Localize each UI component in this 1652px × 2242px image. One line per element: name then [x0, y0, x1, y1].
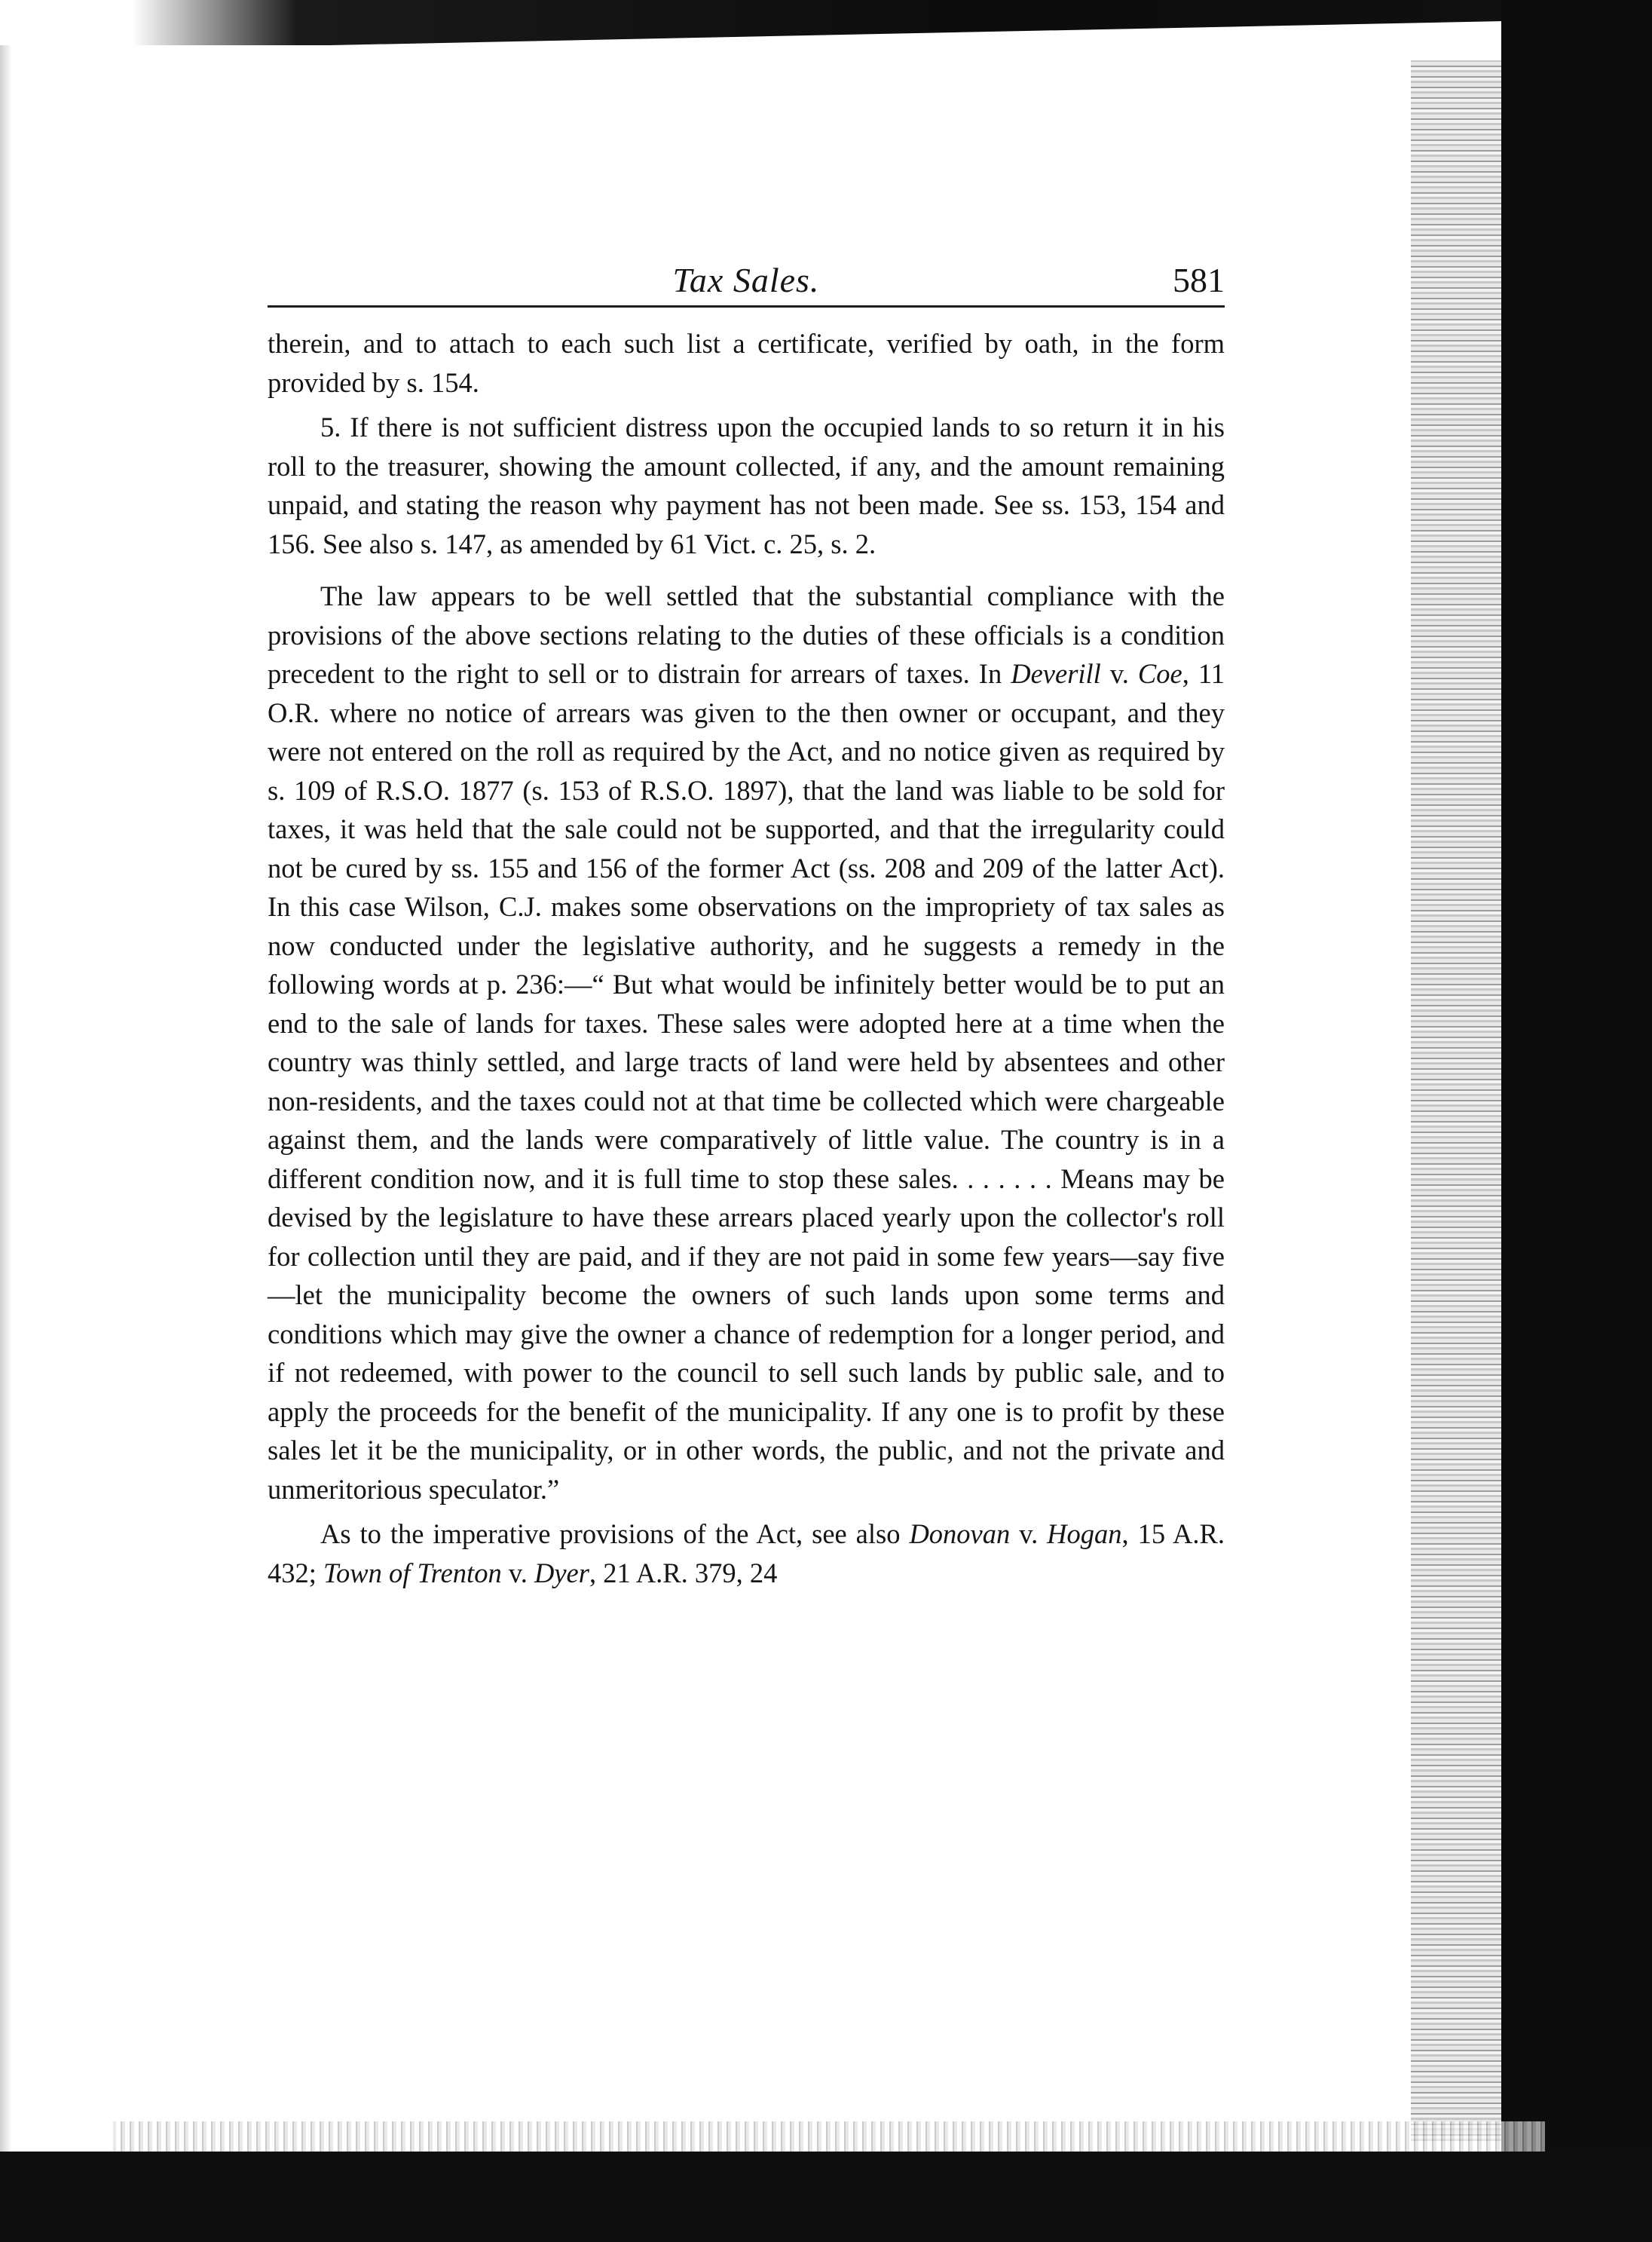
text-run: v.: [1100, 658, 1138, 689]
text-run: , 15 A.R. 432;: [268, 1518, 1225, 1588]
running-title: Tax Sales.: [672, 261, 820, 299]
text-run: v.: [501, 1557, 534, 1588]
case-name: Hogan: [1047, 1518, 1122, 1549]
page-number: 581: [1173, 261, 1225, 299]
paragraph-imperative-provisions: [268, 1515, 1225, 1592]
scan-bottom-shadow: [0, 2152, 1652, 2242]
text-run: , 11 O.R. where no notice of arrears was given to the then owner or occupant, and they were not entered on the roll as required by the Act, and no notice given as required by s. 109 of R.S.O. 1877 (s. 153 of R.S.O. 1897), that the land was liable to be sold for taxes, it was held that the sale could not be supported, and that the irregularity could not be cured by ss. 155 and 156 of the former Act (ss. 208 and 209 of the latter Act). In this case Wilson, C.J. makes some observations on the impropriety of tax sales as now conducted under the legislative authority, and he suggests a remedy in the following words at p. 236:—“ But what would be infinitely better would be to put an end to the sale of lands for taxes. These sales were adopted here at a time when the country was thinly settled, and large tracts of land were held by absentees and other non-residents, and the taxes could not at that time be collected which were chargeable against them, and the lands were comparatively of little value. The country is in a different condition now, and it is full time to stop these sales. . . . . . . Means may be devised by the legislature to have these arrears placed yearly upon the collector's roll for collection until they are paid, and if they are not paid in some few years—say five—let the municipality become the owners of such lands upon some terms and conditions which may give the owner a chance of redemption for a longer period, and if not redeemed, with power to the council to sell such lands by public sale, and to apply the proceeds for the benefit of the municipality. If any one is to profit by these sales let it be the municipality, or in other words, the public, and not the private and unmeritorious speculator.”: [268, 658, 1225, 1505]
paragraph-law-discussion: [268, 577, 1225, 1508]
text-run: , 21 A.R. 379, 24: [589, 1557, 778, 1588]
scan-top-shadow: [0, 0, 1652, 45]
scan-left-edge: [0, 0, 12, 2242]
scan-right-shadow: [1501, 0, 1652, 2242]
case-name: Town of Trenton: [323, 1557, 502, 1588]
book-page: [268, 260, 1225, 1592]
case-name: Dyer: [534, 1557, 589, 1588]
running-header: [268, 260, 1225, 308]
case-name: Coe: [1137, 658, 1182, 689]
scan-bottom-page-edges: [113, 2121, 1545, 2155]
scan-page-edges: [1411, 60, 1509, 2141]
paragraph-continuation: therein, and to attach to each such list a certificate, verified by oath, in the form provided by s. 154.: [268, 328, 1225, 398]
page-body: [268, 324, 1225, 1592]
text-run: The law appears to be well settled that the substantial compliance with the provisions of the above sections relating to the duties of these officials is a condition precedent to the right to sell or to distrain for arrears of taxes. In: [268, 580, 1225, 689]
text-run: v.: [1010, 1518, 1048, 1549]
case-name: Donovan: [909, 1518, 1011, 1549]
text-run: As to the imperative provisions of the Act, see also: [320, 1518, 910, 1549]
case-name: Deverill: [1011, 658, 1101, 689]
paragraph-clause-5: 5. If there is not sufficient distress upon the occupied lands to so return it in his roll to the treasurer, showing the amount collected, if any, and the amount remaining unpaid, and stating the reason why payment has not been made. See ss. 153, 154 and 156. See also s. 147, as amended by 61 Vict. c. 25, s. 2.: [268, 412, 1225, 559]
